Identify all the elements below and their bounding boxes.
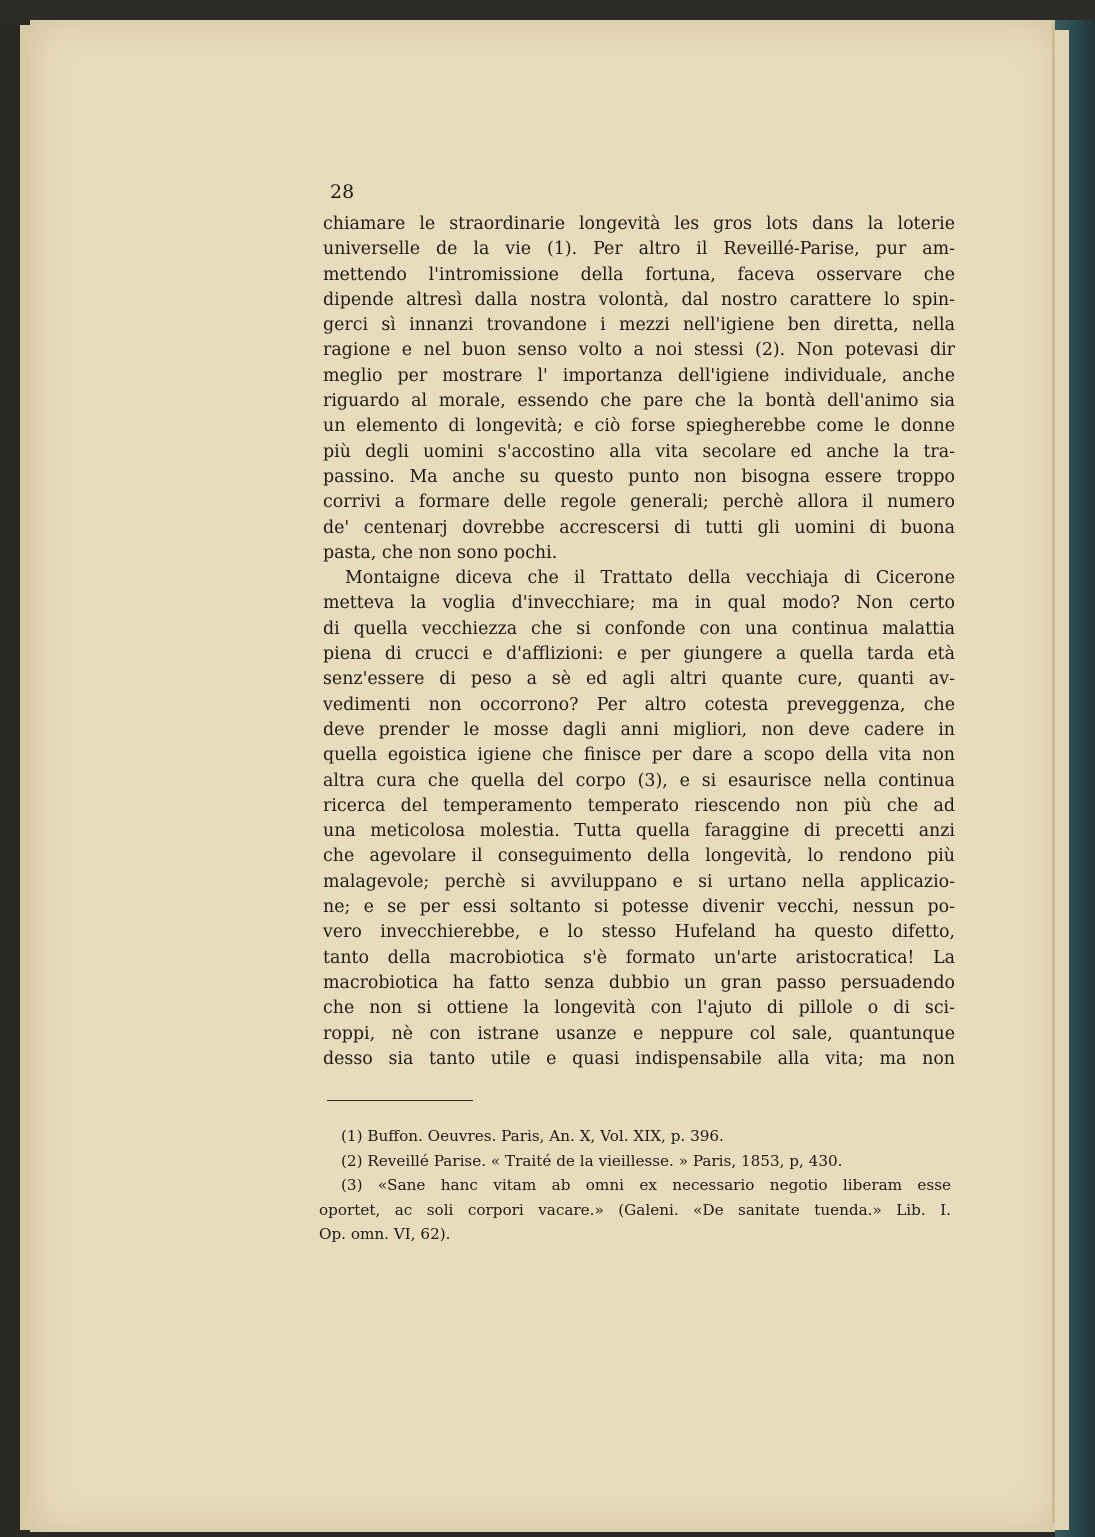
text-line: dipende altresì dalla nostra volontà, dal nostro carattere lo spin-	[323, 289, 955, 310]
text-line: altra cura che quella del corpo (3), e si esaurisce nella continua	[323, 770, 955, 791]
text-line: roppi, nè con istrane usanze e neppure col sale, quantunque	[323, 1023, 955, 1044]
text-line: vedimenti non occorrono? Per altro cotesta preveggenza, che	[323, 694, 955, 715]
footnote-3-line: Op. omn. VI, 62).	[319, 1225, 451, 1243]
text-line: un elemento di longevità; e ciò forse spiegherebbe come le donne	[323, 416, 955, 437]
text-line: quella egoistica igiene che finisce per dare a scopo della vita non	[323, 745, 955, 766]
body-text	[323, 212, 955, 1072]
footnote-separator	[327, 1100, 473, 1101]
footnote-1: (1) Buffon. Oeuvres. Paris, An. X, Vol. XIX, p. 396.	[341, 1127, 724, 1145]
text-line: meglio per mostrare l' importanza dell'igiene individuale, anche	[323, 365, 955, 386]
text-line: una meticolosa molestia. Tutta quella faraggine di precetti anzi	[323, 821, 955, 842]
footnote-2: (2) Reveillé Parise. « Traité de la vieillesse. » Paris, 1853, p, 430.	[341, 1151, 843, 1170]
text-line: ragione e nel buon senso volto a noi stessi (2). Non potevasi dir	[323, 340, 955, 361]
text-line: pasta, che non sono pochi.	[323, 542, 558, 563]
text-line: chiamare le straordinarie longevità les gros lots dans la loterie	[323, 214, 955, 234]
text-line: ricerca del temperamento temperato riescendo non più che ad	[323, 795, 955, 816]
text-line: vero invecchierebbe, e lo stesso Hufeland ha questo difetto,	[323, 922, 955, 943]
text-line: mettendo l'intromissione della fortuna, faceva osservare che	[323, 264, 955, 285]
text-line: Montaigne diceva che il Trattato della vecchiaja di Cicerone	[345, 568, 955, 589]
text-line: riguardo al morale, essendo che pare che la bontà dell'animo sia	[323, 391, 955, 412]
book-cover-edge	[1055, 20, 1095, 1537]
next-page-edge	[1055, 30, 1069, 1530]
text-line: senz'essere di peso a sè ed agli altri quante cure, quanti av-	[323, 669, 955, 690]
footnote-3-line: oportet, ac soli corpori vacare.» (Galeni. «De sanitate tuenda.» Lib. I.	[319, 1200, 951, 1219]
text-line: tanto della macrobiotica s'è formato un'arte aristocratica! La	[323, 947, 955, 968]
text-line: de' centenarj dovrebbe accrescersi di tutti gli uomini di buona	[323, 517, 955, 538]
text-line: di quella vecchiezza che si confonde con una continua malattia	[323, 618, 955, 639]
text-line: deve prender le mosse dagli anni migliori, non deve cadere in	[323, 719, 955, 740]
text-line: corrivi a formare delle regole generali; perchè allora il numero	[323, 492, 955, 513]
text-line: più degli uomini s'accostino alla vita secolare ed anche la tra-	[323, 441, 955, 462]
text-line: universelle de la vie (1). Per altro il Reveillé-Parise, pur am-	[323, 239, 955, 260]
text-line: desso sia tanto utile e quasi indispensabile alla vita; ma non	[323, 1048, 955, 1069]
text-line: macrobiotica ha fatto senza dubbio un gran passo persuadendo	[323, 972, 955, 993]
text-line: malagevole; perchè si avviluppano e si urtano nella applicazio-	[323, 871, 955, 892]
page-number: 28	[330, 181, 355, 203]
text-line: piena di crucci e d'afflizioni: e per giungere a quella tarda età	[323, 644, 955, 665]
footnotes	[319, 1124, 951, 1247]
text-line: gerci sì innanzi trovandone i mezzi nell'igiene ben diretta, nella	[323, 315, 955, 336]
text-line: che agevolare il conseguimento della longevità, lo rendono più	[323, 846, 955, 867]
text-line: metteva la voglia d'invecchiare; ma in qual modo? Non certo	[323, 593, 955, 614]
footnote-3-line: (3) «Sane hanc vitam ab omni ex necessario negotio liberam esse	[341, 1176, 951, 1194]
text-line: ne; e se per essi soltanto si potesse divenir vecchi, nessun po-	[323, 897, 955, 918]
text-line: che non si ottiene la longevità con l'ajuto di pillole o di sci-	[323, 998, 955, 1019]
text-line: passino. Ma anche su questo punto non bisogna essere troppo	[323, 466, 955, 487]
scan-background-top	[0, 0, 1095, 20]
